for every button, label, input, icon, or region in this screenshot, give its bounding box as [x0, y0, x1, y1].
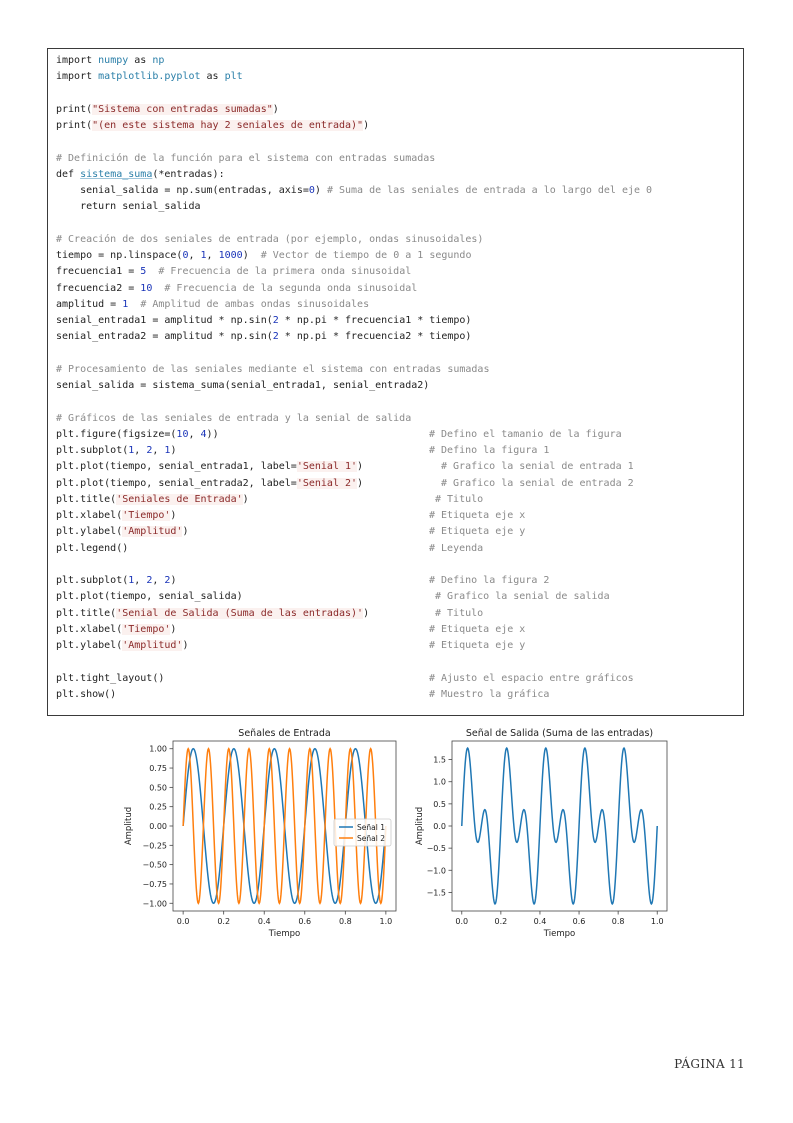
y-tick-label: −1.00 — [142, 899, 167, 909]
code-inline-comment: # Leyenda — [429, 542, 484, 554]
code-comment: # Frecuencia de la segunda onda sinusoidal — [164, 282, 418, 294]
x-tick-label: 0.8 — [611, 917, 625, 926]
code-token: senial_entrada1 = amplitud * np.sin( — [56, 315, 273, 326]
code-token: 10 — [140, 282, 153, 294]
code-token: ) — [170, 510, 177, 521]
code-token — [152, 283, 164, 294]
code-token: plt.title( — [56, 493, 117, 505]
code-token: ) — [357, 461, 364, 473]
code-line — [56, 248, 739, 264]
code-token: plt.ylabel( — [56, 640, 123, 651]
code-token: 2 — [146, 575, 153, 586]
code-line — [56, 183, 739, 199]
code-token: senial_salida = np.sum(entradas, axis= — [56, 185, 309, 196]
code-token: as — [200, 71, 225, 83]
code-token: 1 — [122, 298, 129, 310]
code-line — [56, 134, 739, 150]
code-token: plt.legend() — [56, 542, 129, 554]
code-inline-comment: # Titulo — [435, 493, 484, 505]
code-inline-comment: # Grafico la senial de salida — [435, 591, 610, 603]
code-token — [146, 266, 158, 277]
code-token: 'Seniales de Entrada' — [116, 493, 243, 505]
code-comment: # Gráficos de las seniales de entrada y la senial de salida — [56, 412, 412, 424]
code-token: ) — [182, 526, 189, 538]
code-token: 1 — [128, 445, 135, 456]
x-tick-label: 0.4 — [533, 917, 547, 926]
x-tick-label: 0.4 — [257, 917, 271, 926]
code-token: ) — [363, 120, 370, 131]
code-token: (*entradas): — [152, 168, 225, 180]
code-token: def — [56, 168, 81, 180]
y-tick-label: −0.5 — [426, 844, 446, 854]
code-token: 1000 — [218, 250, 243, 261]
y-axis-label: Amplitud — [124, 806, 134, 846]
y-tick-label: 0.50 — [149, 783, 167, 793]
x-tick-label: 0.0 — [176, 917, 190, 926]
code-token: print( — [56, 103, 93, 115]
code-token: plt.xlabel( — [56, 623, 123, 635]
code-token: 'Senial 1' — [296, 461, 358, 473]
x-tick-label: 0.6 — [572, 917, 586, 926]
chart-senal-salida — [415, 728, 667, 939]
code-line — [56, 264, 739, 280]
code-token: plt.title( — [56, 607, 117, 619]
code-line — [56, 86, 739, 102]
code-line — [56, 589, 739, 605]
code-block — [47, 48, 744, 716]
code-token: ) — [272, 103, 279, 115]
code-token: sistema_suma — [80, 168, 153, 180]
code-token: plt.tight_layout() — [56, 672, 165, 684]
code-token: 10 — [176, 428, 189, 440]
code-token: ) — [314, 185, 327, 196]
code-inline-comment: # Grafico la senial de entrada 1 — [441, 461, 634, 473]
legend-label: Señal 1 — [357, 823, 385, 832]
code-line — [56, 297, 739, 313]
code-line — [56, 606, 739, 622]
code-token: 2 — [272, 315, 279, 326]
y-tick-label: 1.0 — [433, 777, 446, 787]
code-token: senial_entrada2 = amplitud * np.sin( — [56, 331, 273, 343]
code-line — [56, 638, 739, 654]
code-comment: # Amplitud de ambas ondas sinusoidales — [140, 298, 370, 310]
code-token: , — [134, 445, 147, 456]
code-token: ) — [170, 445, 177, 456]
code-token: 2 — [164, 575, 171, 586]
code-line — [56, 671, 739, 687]
code-token: 'Senial 2' — [296, 477, 358, 489]
code-comment: # Suma de las seniales de entrada a lo largo del eje 0 — [326, 185, 653, 196]
code-line — [56, 687, 739, 703]
y-tick-label: 0.5 — [433, 799, 446, 809]
code-line — [56, 53, 739, 69]
x-tick-label: 0.6 — [298, 917, 312, 926]
code-token: 1 — [200, 250, 207, 261]
code-inline-comment: # Defino la figura 1 — [429, 445, 550, 456]
code-line — [56, 573, 739, 589]
code-inline-comment: # Etiqueta eje y — [429, 640, 526, 651]
y-tick-label: −0.75 — [142, 879, 167, 889]
code-token: )) — [206, 428, 219, 440]
code-line — [56, 151, 739, 167]
code-line — [56, 346, 739, 362]
code-token: 'Amplitud' — [122, 526, 183, 538]
code-token: , — [188, 250, 201, 261]
code-token: plt.xlabel( — [56, 510, 123, 521]
code-inline-comment: # Etiqueta eje y — [429, 526, 526, 538]
y-tick-label: 0.25 — [149, 802, 167, 812]
code-token: , — [206, 250, 219, 261]
code-token: plt.plot(tiempo, senial_salida) — [56, 591, 243, 603]
code-line — [56, 492, 739, 508]
code-line — [56, 102, 739, 118]
code-inline-comment: # Defino el tamanio de la figura — [429, 428, 622, 440]
code-token: ) — [357, 477, 364, 489]
code-token: , — [134, 575, 147, 586]
code-inline-comment: # Ajusto el espacio entre gráficos — [429, 672, 634, 684]
code-line — [56, 443, 739, 459]
code-token: numpy — [98, 55, 129, 66]
series-line-1 — [462, 748, 657, 904]
charts-figure — [108, 725, 678, 955]
code-token: np — [152, 55, 165, 66]
code-line — [56, 281, 739, 297]
y-tick-label: −1.0 — [426, 866, 446, 876]
code-line — [56, 69, 739, 85]
x-tick-label: 1.0 — [379, 917, 393, 926]
code-token: plt.ylabel( — [56, 526, 123, 538]
code-token: "Sistema con entradas sumadas" — [92, 103, 273, 115]
code-token: plt.figure(figsize=( — [56, 428, 177, 440]
code-token: plt.subplot( — [56, 575, 129, 586]
y-tick-label: −0.25 — [142, 841, 167, 851]
code-token: amplitud = — [56, 298, 123, 310]
code-comment: # Frecuencia de la primera onda sinusoidal — [158, 266, 412, 278]
x-tick-label: 0.2 — [494, 917, 508, 926]
code-line — [56, 476, 739, 492]
code-inline-comment: # Etiqueta eje x — [429, 623, 526, 635]
code-token: 5 — [140, 266, 147, 278]
code-line — [56, 313, 739, 329]
code-line — [56, 524, 739, 540]
code-token: 1 — [164, 445, 171, 456]
code-token: frecuencia1 = — [56, 266, 141, 278]
code-token: 'Senial de Salida (Suma de las entradas)' — [116, 607, 364, 619]
code-line — [56, 232, 739, 248]
code-line — [56, 508, 739, 524]
code-token: matplotlib.pyplot — [98, 71, 201, 83]
code-line — [56, 427, 739, 443]
code-token: senial_salida = sistema_suma(senial_entrada1, senial_entrada2) — [56, 380, 430, 391]
x-tick-label: 1.0 — [650, 917, 664, 926]
code-comment: # Procesamiento de las seniales mediante el sistema con entradas sumadas — [56, 363, 490, 375]
y-tick-label: 1.5 — [433, 755, 446, 765]
code-token: as — [128, 55, 153, 66]
code-line — [56, 329, 739, 345]
code-token: , — [152, 445, 165, 456]
code-token: 'Tiempo' — [122, 510, 171, 521]
code-line — [56, 459, 739, 475]
code-line — [56, 378, 739, 394]
code-token: 0 — [182, 250, 189, 261]
y-tick-label: 0.00 — [149, 822, 167, 831]
code-line — [56, 394, 739, 410]
y-tick-label: −1.5 — [426, 888, 446, 898]
code-line — [56, 622, 739, 638]
code-token: import — [56, 71, 99, 83]
code-line — [56, 362, 739, 378]
code-token — [128, 299, 140, 310]
code-token: ) — [363, 607, 370, 619]
x-axis-label: Tiempo — [268, 929, 301, 939]
code-line — [56, 199, 739, 215]
code-token: * np.pi * frecuencia1 * tiempo) — [278, 315, 472, 326]
code-comment: # Vector de tiempo de 0 a 1 segundo — [260, 250, 472, 261]
code-token: print( — [56, 120, 93, 131]
code-lines — [56, 53, 739, 703]
code-line — [56, 541, 739, 557]
code-inline-comment: # Titulo — [435, 607, 484, 619]
code-token: plt — [224, 71, 243, 83]
y-tick-label: 1.00 — [149, 744, 167, 754]
code-line — [56, 411, 739, 427]
code-comment: # Creación de dos seniales de entrada (por ejemplo, ondas sinusoidales) — [56, 233, 484, 245]
x-tick-label: 0.2 — [217, 917, 231, 926]
y-axis-label: Amplitud — [415, 806, 425, 846]
code-token: 2 — [272, 331, 279, 343]
code-token: , — [188, 428, 201, 440]
code-line — [56, 654, 739, 670]
code-token: return senial_salida — [56, 201, 201, 213]
code-token: frecuencia2 = — [56, 282, 141, 294]
code-comment: # Definición de la función para el sistema con entradas sumadas — [56, 152, 436, 164]
chart-title: Señal de Salida (Suma de las entradas) — [465, 728, 654, 739]
code-line — [56, 557, 739, 573]
legend-label: Señal 2 — [357, 834, 385, 843]
code-token: 'Amplitud' — [122, 640, 183, 651]
y-tick-label: 0.75 — [149, 764, 167, 774]
code-token: 0 — [308, 185, 315, 196]
x-tick-label: 0.8 — [338, 917, 352, 926]
code-inline-comment: # Etiqueta eje x — [429, 510, 526, 521]
y-tick-label: −0.50 — [142, 860, 167, 870]
chart-title: Señales de Entrada — [238, 728, 331, 739]
code-inline-comment: # Muestro la gráfica — [429, 688, 550, 700]
code-token: 1 — [128, 575, 135, 586]
code-line — [56, 167, 739, 183]
chart-senales-entrada — [124, 728, 396, 939]
code-token: plt.show() — [56, 688, 117, 700]
code-token: 4 — [200, 428, 207, 440]
code-token: 'Tiempo' — [122, 623, 171, 635]
code-token: ) — [182, 640, 189, 651]
code-inline-comment: # Defino la figura 2 — [429, 575, 550, 586]
x-tick-label: 0.0 — [455, 917, 469, 926]
code-inline-comment: # Grafico la senial de entrada 2 — [441, 477, 634, 489]
code-line — [56, 216, 739, 232]
x-axis-label: Tiempo — [543, 929, 576, 939]
code-token: ) — [242, 493, 249, 505]
code-line — [56, 118, 739, 134]
code-token: ) — [242, 250, 261, 261]
code-token: plt.subplot( — [56, 445, 129, 456]
code-token: plt.plot(tiempo, senial_entrada1, label= — [56, 461, 297, 473]
y-tick-label: 0.0 — [433, 822, 446, 831]
code-token: plt.plot(tiempo, senial_entrada2, label= — [56, 477, 297, 489]
page-number: PÁGINA 11 — [674, 1057, 745, 1071]
code-token: "(en este sistema hay 2 seniales de entrada)" — [92, 120, 364, 131]
code-token: tiempo = np.linspace( — [56, 250, 183, 261]
code-token: , — [152, 575, 165, 586]
code-token: ) — [170, 623, 177, 635]
code-token: * np.pi * frecuencia2 * tiempo) — [278, 331, 472, 343]
code-token: ) — [170, 575, 177, 586]
code-token: 2 — [146, 445, 153, 456]
code-token: import — [56, 55, 99, 66]
